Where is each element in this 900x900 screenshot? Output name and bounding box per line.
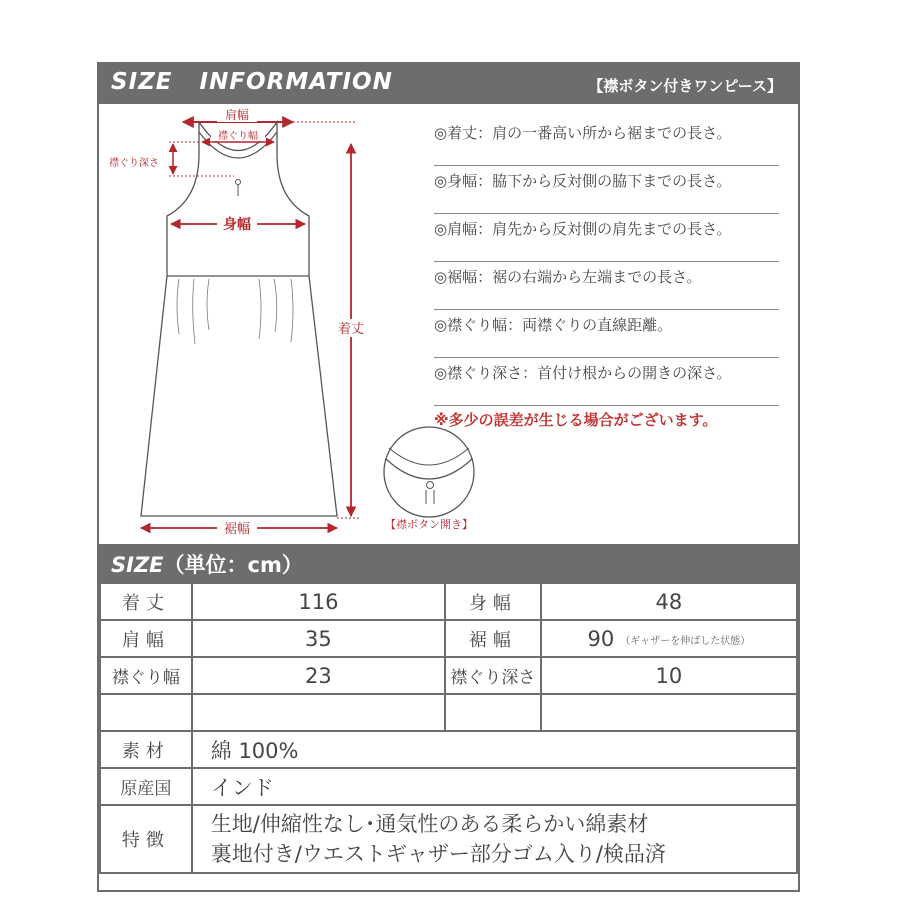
neck-depth-label: 襟ぐり深さ — [109, 158, 159, 169]
table-row — [100, 768, 797, 805]
material-label: 素材 — [100, 731, 192, 768]
origin-value: インド — [192, 768, 797, 805]
neck-depth-label-cell: 襟ぐり深さ — [445, 657, 541, 694]
button-detail-illustration — [384, 427, 474, 517]
note-length: ◎着丈：肩の一番高い所から裾までの長さ。 — [434, 118, 779, 166]
button-detail-label: 【襟ボタン開き】 — [385, 518, 473, 531]
features-line-2: 裏地付き/ウエストギャザー部分ゴム入り/検品済 — [210, 842, 666, 866]
size-title: SIZE — [111, 553, 164, 577]
size-information-header — [99, 64, 798, 104]
hem-width-label: 裾幅 — [223, 522, 251, 537]
origin-label: 原産国 — [100, 768, 192, 805]
neck-button — [236, 180, 241, 185]
features-line-1: 生地/伸縮性なし･通気性のある柔らかい綿素材 — [210, 812, 649, 836]
table-row — [100, 657, 797, 694]
neck-width-label-cell: 襟ぐり幅 — [100, 657, 192, 694]
table-row — [100, 620, 797, 657]
hem-width-note: （ギャザーを伸ばした状態） — [620, 636, 751, 647]
body-width-label: 身幅 — [223, 217, 251, 233]
features-value — [192, 805, 797, 873]
neck-width-label: 襟ぐり幅 — [218, 131, 258, 142]
length-label-cell: 着丈 — [100, 583, 192, 620]
empty-cell — [192, 694, 445, 731]
note-body-width: ◎身幅：脇下から反対側の脇下までの長さ。 — [434, 166, 779, 214]
body-width-value: 48 — [541, 583, 797, 620]
neck-depth-value: 10 — [541, 657, 797, 694]
note-neck-depth: ◎襟ぐり深さ：首付け根からの開きの深さ。 — [434, 358, 779, 406]
features-label: 特徴 — [100, 805, 192, 873]
length-value: 116 — [192, 583, 445, 620]
dress-outline — [141, 122, 337, 516]
note-hem-width: ◎裾幅：裾の右端から左端までの長さ。 — [434, 262, 779, 310]
material-value: 綿 100% — [192, 731, 797, 768]
size-table-header — [99, 544, 798, 582]
skirt-gathers — [177, 279, 293, 344]
shoulder-width-label-cell: 肩幅 — [100, 620, 192, 657]
empty-cell — [100, 694, 192, 731]
size-unit: （単位：cm） — [163, 553, 303, 577]
header-title: SIZE INFORMATION — [111, 69, 393, 95]
size-table — [99, 582, 798, 874]
measurement-notes — [434, 118, 779, 430]
note-shoulder-width: ◎肩幅：肩先から反対側の肩先までの長さ。 — [434, 214, 779, 262]
empty-cell — [445, 694, 541, 731]
body-width-label-cell: 身幅 — [445, 583, 541, 620]
table-row — [100, 583, 797, 620]
hem-width-value: 90 — [587, 626, 615, 651]
note-neck-width: ◎襟ぐり幅：両襟ぐりの直線距離。 — [434, 310, 779, 358]
shoulder-width-value: 35 — [192, 620, 445, 657]
hem-width-label-cell: 裾幅 — [445, 620, 541, 657]
size-information-sheet — [97, 62, 800, 892]
table-row — [100, 694, 797, 731]
shoulder-width-label: 肩幅 — [224, 108, 250, 122]
table-row — [100, 805, 797, 873]
error-warning: ※多少の誤差が生じる場合がございます。 — [434, 411, 718, 429]
header-product-name: 【襟ボタン付きワンピース】 — [588, 77, 782, 95]
table-row — [100, 731, 797, 768]
neck-width-value: 23 — [192, 657, 445, 694]
empty-cell — [541, 694, 797, 731]
hem-width-cell — [541, 620, 797, 657]
length-label: 着丈 — [337, 322, 365, 337]
